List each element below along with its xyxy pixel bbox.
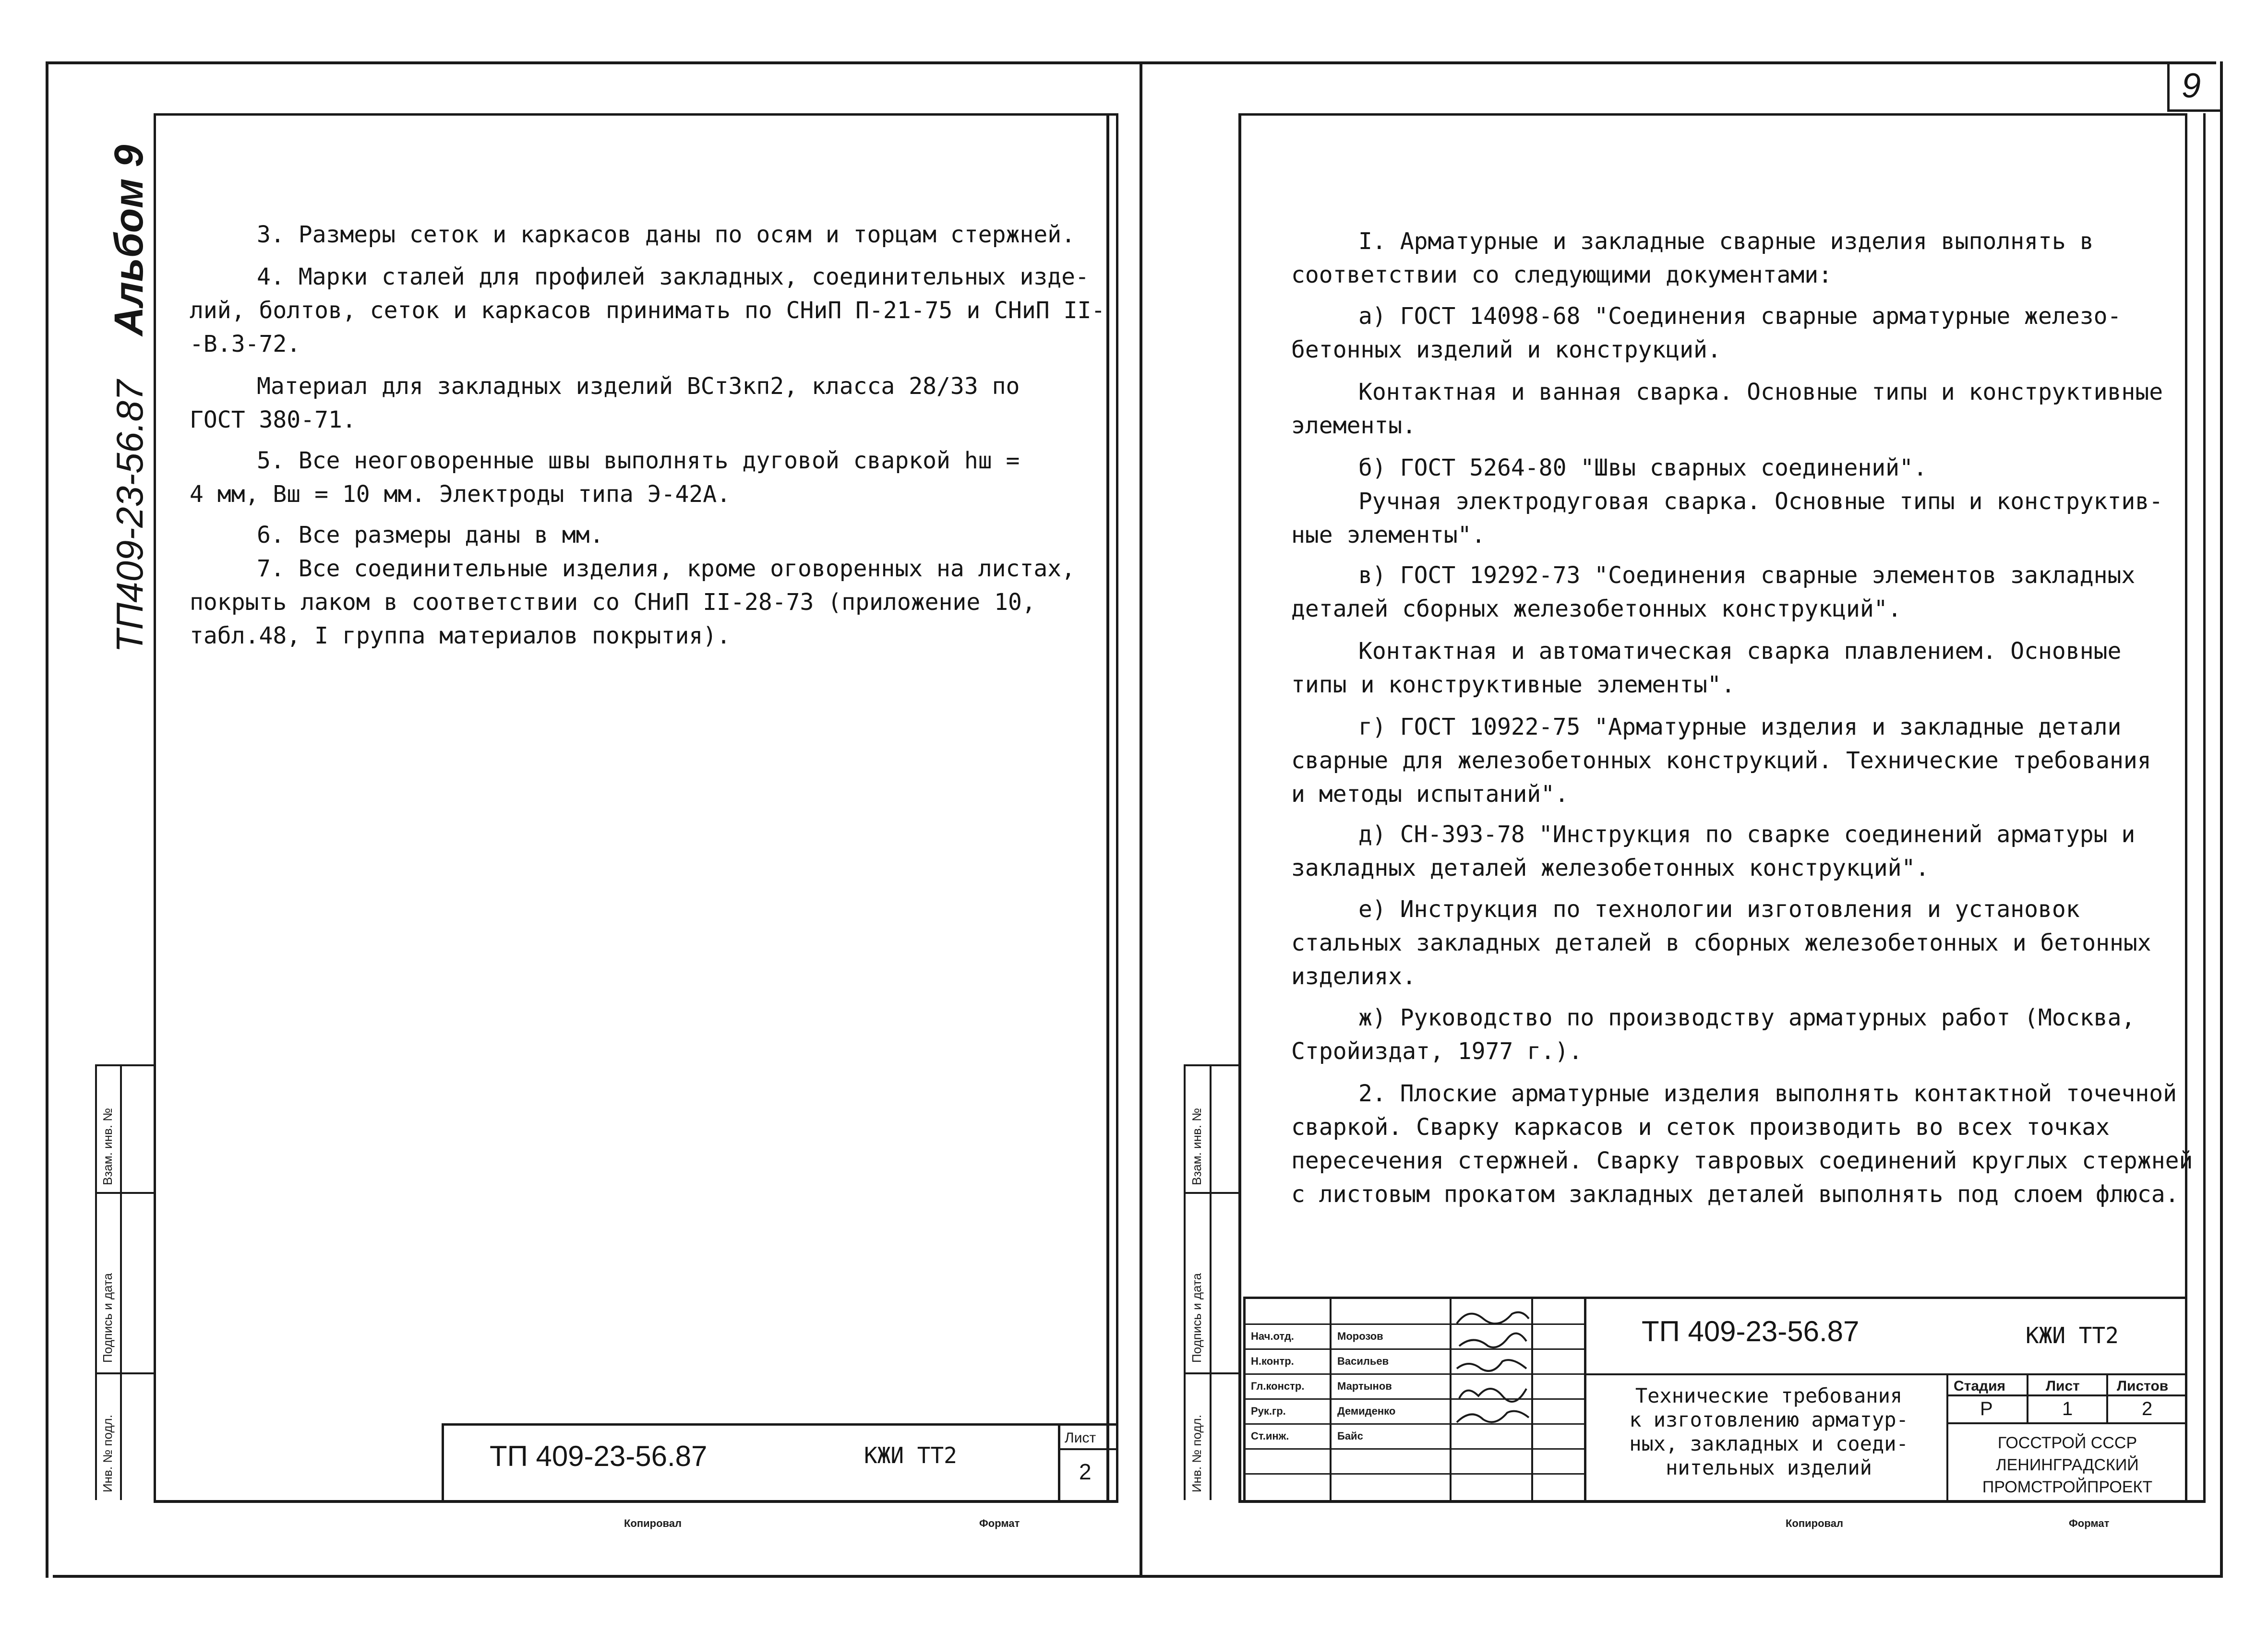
left-side-label-1: Взам. инв. № xyxy=(100,1108,115,1185)
tb-title-line: нительных изделий xyxy=(1666,1456,1872,1479)
left-frame-top xyxy=(154,113,1116,116)
tb-stage-col xyxy=(2027,1373,2028,1423)
tb-title-line: к изготовлению арматур- xyxy=(1629,1408,1908,1431)
right-para-line: элементы. xyxy=(1291,412,1416,439)
tb-organization xyxy=(1949,1432,2186,1498)
right-para-line: Контактная и ванная сварка. Основные типы и конструктивные xyxy=(1358,379,2163,405)
left-para-line: 6. Все размеры даны в мм. xyxy=(257,522,604,548)
left-side-col-line xyxy=(95,1064,97,1500)
tb-sheet-value: 1 xyxy=(2062,1398,2073,1419)
outer-border-left xyxy=(46,61,48,1578)
right-para-line: Стройиздат, 1977 г.). xyxy=(1291,1038,1583,1065)
left-para-line: покрыть лаком в соответствии со СНиП II-28-73 (приложение 10, xyxy=(190,589,1036,616)
right-frame-right-outer xyxy=(2203,113,2206,1502)
left-para-line: 5. Все неоговоренные швы выполнять дуговой сваркой hш = xyxy=(257,447,1020,474)
left-para-line: 7. Все соединительные изделия, кроме оговоренных на листах, xyxy=(257,555,1076,582)
signature-scribble xyxy=(1454,1304,1531,1328)
left-para-line: Материал для закладных изделий ВСт3кп2, класса 28/33 по xyxy=(257,373,1020,400)
right-para-line: сварные для железобетонных конструкций. Технические требования xyxy=(1291,747,2151,774)
left-para-line: 4 мм, Вш = 10 мм. Электроды типа Э-42А. xyxy=(190,481,731,508)
left-para-line: ГОСТ 380-71. xyxy=(190,406,356,433)
left-para-line: 4. Марки сталей для профилей закладных, соединительных изде- xyxy=(257,263,1089,290)
left-frame-bottom xyxy=(154,1500,1118,1503)
right-para-line: д) СН-393-78 "Инструкция по сварке соединений арматуры и xyxy=(1358,821,2136,848)
tb-sheets-value: 2 xyxy=(2142,1398,2153,1419)
right-frame-left xyxy=(1238,113,1241,1502)
right-para-line: пересечения стержней. Сварку тавровых соединений круглых стержней xyxy=(1291,1147,2193,1174)
right-para-line: закладных деталей железобетонных конструкций". xyxy=(1291,855,1930,882)
left-stamp-sheet-value: 2 xyxy=(1079,1459,1092,1484)
tb-name: Демиденко xyxy=(1337,1405,1396,1417)
right-para-line: 2. Плоские арматурные изделия выполнять контактной точечной xyxy=(1358,1080,2177,1107)
outer-border-right xyxy=(2220,61,2223,1578)
right-frame-bottom xyxy=(1238,1500,2206,1503)
tb-name: Мартынов xyxy=(1337,1380,1392,1392)
right-side-col-line xyxy=(1184,1064,1186,1500)
tb-stage-values-rule xyxy=(1946,1422,2186,1424)
right-frame-right xyxy=(2185,113,2187,1502)
right-para-line: типы и конструктивные элементы". xyxy=(1291,671,1735,698)
tb-role: Н.контр. xyxy=(1251,1355,1294,1367)
tb-role: Нач.отд. xyxy=(1251,1330,1294,1342)
left-side-rule xyxy=(95,1192,155,1194)
tb-title-line: Технические требования xyxy=(1635,1384,1903,1407)
right-frame-top xyxy=(1238,113,2186,116)
right-para-line: ные элементы". xyxy=(1291,522,1486,548)
page-number-box-left xyxy=(2167,61,2170,111)
tb-mark: КЖИ ТТ2 xyxy=(2026,1322,2119,1348)
right-side-col-line2 xyxy=(1210,1064,1212,1500)
tb-stage-label: Стадия xyxy=(1954,1378,2006,1394)
left-side-label-2: Подпись и дата xyxy=(100,1273,115,1363)
signature-scribble xyxy=(1454,1379,1531,1403)
left-footer-format: Формат xyxy=(979,1517,1020,1529)
tb-top xyxy=(1243,1297,2187,1299)
page-number-box-bottom xyxy=(2167,109,2222,112)
tb-right-col xyxy=(1946,1373,1948,1502)
tb-org-line: ПРОМСТРОЙПРОЕКТ xyxy=(1982,1478,2153,1496)
right-side-label-1: Взам. инв. № xyxy=(1189,1108,1204,1185)
left-stamp-mark: КЖИ ТТ2 xyxy=(864,1442,957,1468)
tb-name: Морозов xyxy=(1337,1330,1383,1342)
tb-people-row xyxy=(1243,1323,1585,1325)
right-side-label-3: Инв. № подл. xyxy=(1189,1415,1204,1492)
right-para-line: соответствии со следующими документами: xyxy=(1291,262,1833,288)
right-side-rule xyxy=(1184,1064,1239,1066)
sheet-divider xyxy=(1140,61,1142,1578)
tb-people-row xyxy=(1243,1423,1585,1425)
outer-border-top-left xyxy=(46,61,1141,64)
tb-name: Байс xyxy=(1337,1430,1363,1442)
outer-border-bottom xyxy=(53,1575,2222,1578)
signature-scribble xyxy=(1454,1404,1531,1428)
tb-org-line: ЛЕНИНГРАДСКИЙ xyxy=(1996,1456,2139,1474)
left-para-line: 3. Размеры сеток и каркасов даны по осям и торцам стержней. xyxy=(257,221,1076,248)
album-label: Альбом 9 xyxy=(106,144,151,336)
left-para-line: -В.3-72. xyxy=(190,331,301,357)
right-side-rule xyxy=(1184,1372,1239,1374)
right-side-label-2: Подпись и дата xyxy=(1189,1273,1204,1363)
tb-stage-header-rule xyxy=(1946,1394,2186,1396)
tb-sheets-label: Листов xyxy=(2117,1378,2169,1394)
right-para-line: б) ГОСТ 5264-80 "Швы сварных соединений". xyxy=(1358,454,1927,481)
right-para-line: Ручная электродуговая сварка. Основные типы и конструктив- xyxy=(1358,488,2163,515)
right-para-line: сваркой. Сварку каркасов и сеток производить во всех точках xyxy=(1291,1114,2110,1141)
tb-people-row xyxy=(1243,1473,1585,1475)
left-stamp-top xyxy=(442,1423,1118,1426)
right-para-line: а) ГОСТ 14098-68 "Соединения сварные арматурные железо- xyxy=(1358,303,2122,330)
right-para-line: ж) Руководство по производству арматурных работ (Москва, xyxy=(1358,1004,2136,1031)
left-stamp-left xyxy=(442,1423,444,1502)
page-number: 9 xyxy=(2182,67,2201,105)
left-frame-right-outer xyxy=(1116,113,1118,1502)
signature-scribble xyxy=(1454,1354,1531,1378)
tb-people-row xyxy=(1243,1373,1585,1375)
left-para-line: лий, болтов, сеток и каркасов принимать по СНиП П-21-75 и СНиП II- xyxy=(190,297,1105,324)
left-side-rule xyxy=(95,1372,155,1374)
left-footer-copied: Копировал xyxy=(624,1517,682,1529)
right-footer-copied: Копировал xyxy=(1786,1517,1844,1529)
right-para-line: е) Инструкция по технологии изготовления и установок xyxy=(1358,896,2080,923)
right-para-line: и методы испытаний". xyxy=(1291,781,1569,808)
outer-border-top-right xyxy=(1141,61,2216,64)
tb-sheet-col xyxy=(2106,1373,2108,1423)
left-stamp-divider xyxy=(1058,1423,1060,1502)
signature-scribble xyxy=(1454,1329,1531,1353)
right-footer-format: Формат xyxy=(2069,1517,2110,1529)
left-frame-right xyxy=(1106,113,1109,1502)
left-stamp-sheet-label: Лист xyxy=(1065,1430,1096,1446)
tb-title xyxy=(1598,1384,1939,1480)
tb-title-line: ных, закладных и соеди- xyxy=(1629,1432,1908,1455)
tb-name: Васильев xyxy=(1337,1355,1389,1367)
right-side-rule xyxy=(1184,1192,1239,1194)
right-para-line: деталей сборных железобетонных конструкций". xyxy=(1291,596,1902,622)
tb-document-code: ТП 409-23-56.87 xyxy=(1642,1315,1860,1347)
left-side-col-line2 xyxy=(120,1064,122,1500)
right-para-line: бетонных изделий и конструкций. xyxy=(1291,336,1721,363)
tb-role: Гл.констр. xyxy=(1251,1380,1305,1392)
left-side-label-3: Инв. № подл. xyxy=(100,1415,115,1492)
tb-people-row xyxy=(1243,1398,1585,1400)
tb-code-bottom xyxy=(1584,1373,2187,1375)
tb-role: Ст.инж. xyxy=(1251,1430,1289,1442)
right-para-line: изделиях. xyxy=(1291,963,1416,990)
left-stamp-cell-rule xyxy=(1058,1448,1118,1450)
right-para-line: в) ГОСТ 19292-73 "Соединения сварные элементов закладных xyxy=(1358,562,2136,589)
left-para-line: табл.48, I группа материалов покрытия). xyxy=(190,622,731,649)
left-stamp-code: ТП 409-23-56.87 xyxy=(490,1440,708,1472)
tb-org-line: ГОССТРОЙ СССР xyxy=(1997,1434,2137,1452)
right-para-line: с листовым прокатом закладных деталей выполнять под слоем флюса. xyxy=(1291,1181,2179,1208)
tb-stage-value: Р xyxy=(1980,1398,1993,1419)
right-para-line: стальных закладных деталей в сборных железобетонных и бетонных xyxy=(1291,929,2151,956)
left-side-rule xyxy=(95,1064,155,1066)
tb-role: Рук.гр. xyxy=(1251,1405,1286,1417)
tb-sheet-label: Лист xyxy=(2046,1378,2080,1394)
tb-people-row xyxy=(1243,1348,1585,1350)
right-para-line: I. Арматурные и закладные сварные изделия выполнять в xyxy=(1358,228,2094,255)
tb-people-row xyxy=(1243,1448,1585,1450)
right-para-line: г) ГОСТ 10922-75 "Арматурные изделия и закладные детали xyxy=(1358,714,2122,740)
right-para-line: Контактная и автоматическая сварка плавлением. Основные xyxy=(1358,638,2122,665)
left-frame-left xyxy=(154,113,156,1502)
margin-document-code: ТП409-23-56.87 xyxy=(108,380,151,653)
